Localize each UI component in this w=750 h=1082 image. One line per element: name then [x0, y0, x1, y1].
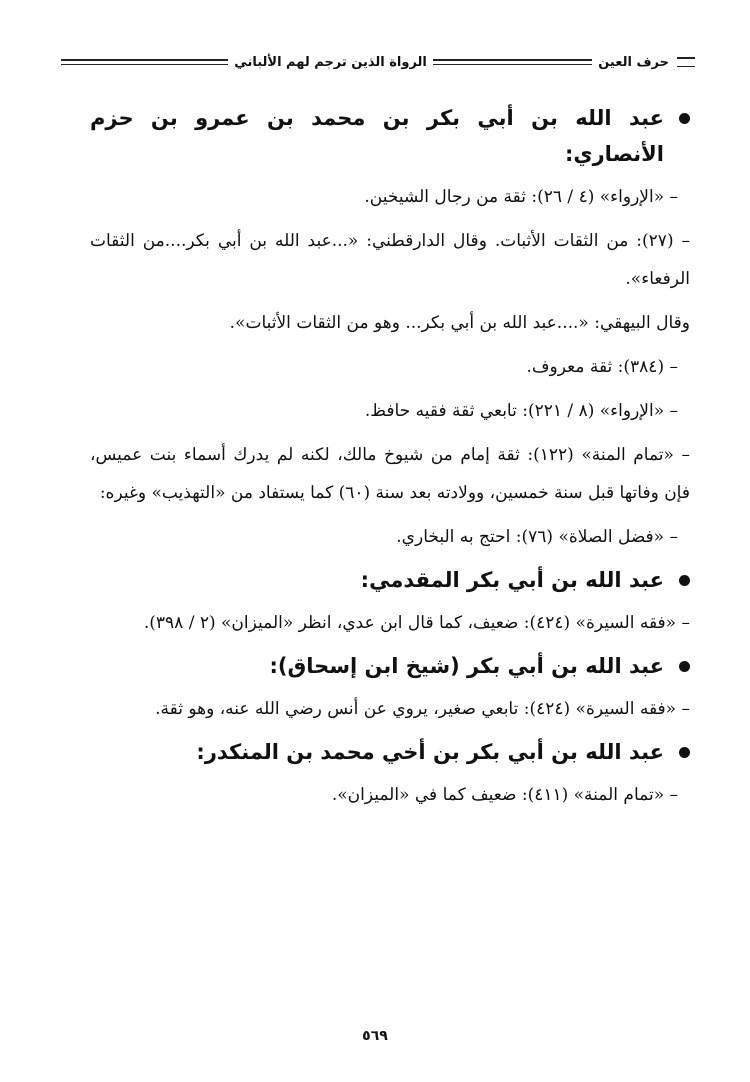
entry-name: عبد الله بن أبي بكر (شيخ ابن إسحاق):: [269, 654, 664, 678]
header-rule-left: [61, 59, 228, 65]
entry-heading: [90, 100, 690, 172]
entry-name: عبد الله بن أبي بكر بن أخي محمد بن المنكدر:: [196, 740, 664, 764]
bullet-icon: [679, 113, 690, 124]
page-number: ٥٦٩: [362, 1028, 388, 1044]
entry-heading: [90, 648, 690, 684]
entry-name: عبد الله بن أبي بكر بن محمد بن عمرو بن حزم الأنصاري:: [90, 106, 664, 166]
entry-paragraph: – «فقه السيرة» (٤٢٤): تابعي صغير، يروي عن أنس رضي الله عنه، وهو ثقة.: [155, 699, 690, 719]
entry-paragraph: – (٣٨٤): ثقة معروف.: [526, 357, 678, 377]
running-header: [55, 50, 695, 74]
header-book-title: الرواة الذين ترجم لهم الألباني: [234, 54, 427, 70]
entry-paragraph: وقال البيهقي: «....عبد الله بن أبي بكر... وهو من الثقات الأثبات».: [229, 313, 690, 333]
entry-heading: [90, 562, 690, 598]
bullet-icon: [679, 747, 690, 758]
bullet-icon: [679, 661, 690, 672]
bullet-icon: [679, 575, 690, 586]
entry-paragraph: – «تمام المنة» (٤١١): ضعيف كما في «الميزان».: [331, 785, 678, 805]
header-chapter: حرف العين: [598, 54, 669, 70]
header-rule: [433, 59, 592, 65]
entry-name: عبد الله بن أبي بكر المقدمي:: [360, 568, 664, 592]
entry-paragraph: – «فقه السيرة» (٤٢٤): ضعيف، كما قال ابن عدي، انظر «الميزان» (٢ / ٣٩٨).: [143, 613, 690, 633]
entry-paragraph: – «تمام المنة» (١٢٢): ثقة إمام من شيوخ مالك، لكنه لم يدرك أسماء بنت عميس، فإن وفاتها قبل سنة خمسين، وولادته بعد سنة (٦٠) كما يستفاد من «التهذيب» وغيره:: [90, 445, 690, 503]
header-ornament: [677, 57, 695, 67]
entry-heading: [90, 734, 690, 770]
page-content: [90, 100, 690, 820]
entry-paragraph: – (٢٧): من الثقات الأثبات. وقال الدارقطني: «...عبد الله بن أبي بكر....من الثقات الرفعاء».: [90, 231, 690, 289]
entry-paragraph: – «فضل الصلاة» (٧٦): احتج به البخاري.: [396, 527, 678, 547]
entry-paragraph: – «الإرواء» (٤ / ٢٦): ثقة من رجال الشيخين.: [364, 187, 678, 207]
entry-paragraph: – «الإرواء» (٨ / ٢٢١): تابعي ثقة فقيه حافظ.: [364, 401, 678, 421]
